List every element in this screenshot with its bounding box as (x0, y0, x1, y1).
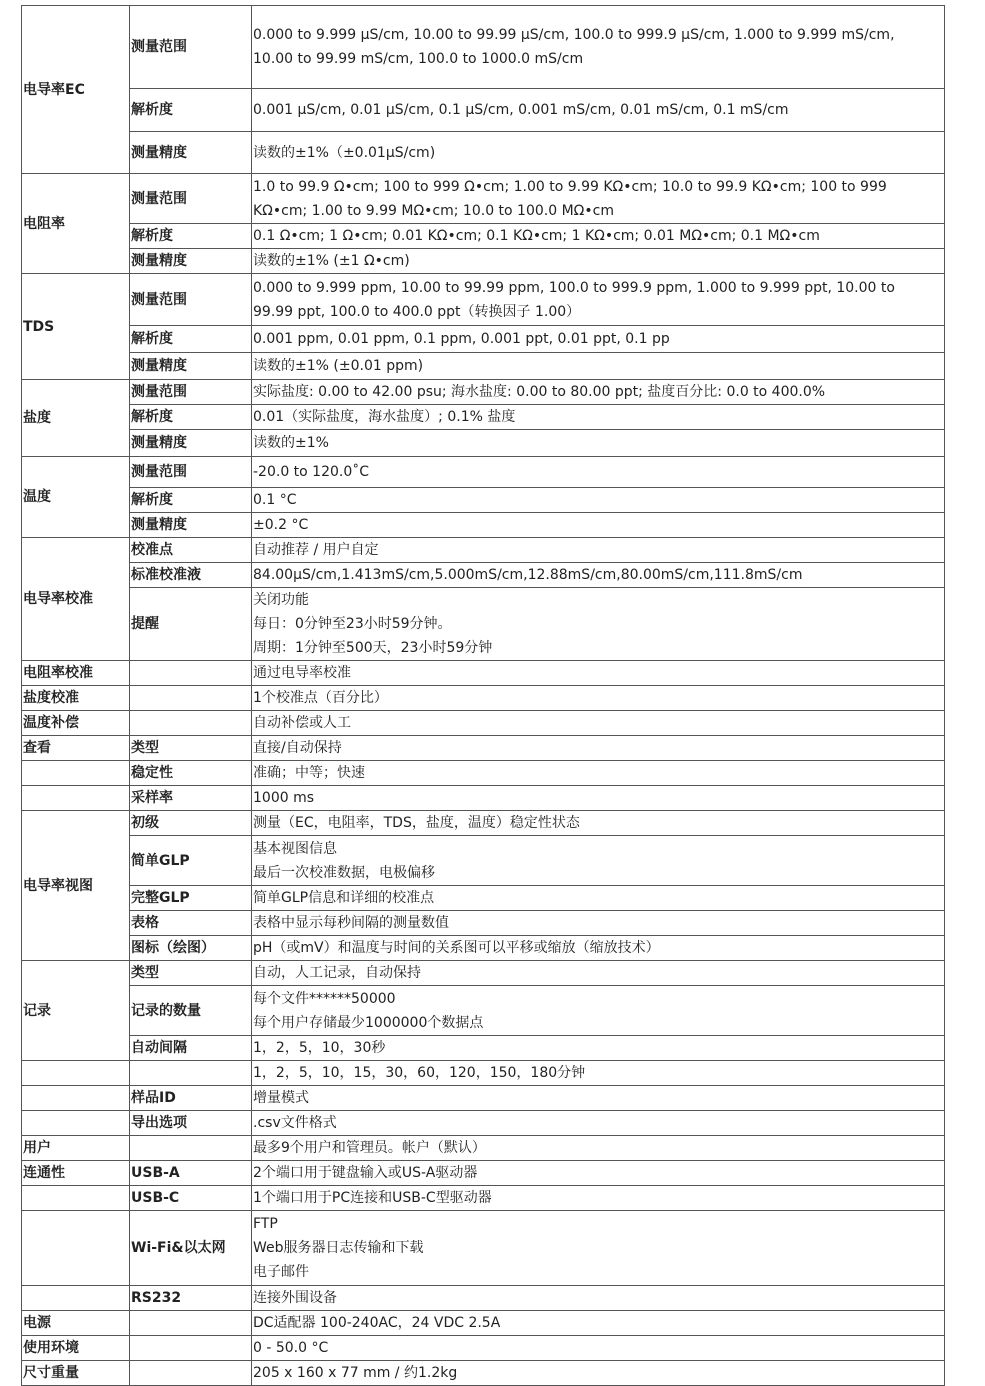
value-line: 10.00 to 99.99 mS/cm, 100.0 to 1000.0 mS/cm (253, 51, 584, 67)
row-value (252, 174, 945, 224)
row-group-label: 电导率校准 (22, 538, 130, 661)
table-row (22, 224, 945, 249)
row-field-label: 采样率 (130, 786, 252, 811)
row-value (252, 563, 945, 588)
row-field-label (130, 686, 252, 711)
row-group-label: 用户 (22, 1136, 130, 1161)
row-group-label (22, 1111, 130, 1136)
value-line: 通过电导率校准 (253, 665, 351, 681)
row-group-label: 电源 (22, 1311, 130, 1336)
table-row (22, 1211, 945, 1286)
value-line: 直接/自动保持 (253, 740, 342, 756)
row-field-label: RS232 (130, 1286, 252, 1311)
row-field-label: 标准校准液 (130, 563, 252, 588)
row-field-label: 测量范围 (130, 274, 252, 326)
value-line: 0.1 °C (253, 492, 297, 508)
row-value (252, 1211, 945, 1286)
row-field-label: 提醒 (130, 588, 252, 661)
row-group-label: 记录 (22, 961, 130, 1061)
row-field-label: 测量范围 (130, 174, 252, 224)
value-line: 最后一次校准数据，电极偏移 (253, 864, 435, 881)
row-value (252, 249, 945, 274)
row-value (252, 1161, 945, 1186)
value-line: 2个端口用于键盘输入或US-A驱动器 (253, 1165, 478, 1181)
value-line: 表格中显示每秒间隔的测量数值 (253, 915, 449, 931)
table-row (22, 89, 945, 132)
row-field-label: 测量范围 (130, 457, 252, 488)
row-value (252, 686, 945, 711)
value-line: 基本视图信息 (253, 840, 337, 857)
row-group-label (22, 1286, 130, 1311)
row-value (252, 538, 945, 563)
row-field-label: 解析度 (130, 326, 252, 353)
row-value (252, 457, 945, 488)
table-row (22, 563, 945, 588)
row-value (252, 936, 945, 961)
value-line: .csv文件格式 (253, 1115, 337, 1131)
row-group-label: 电导率视图 (22, 811, 130, 961)
row-group-label: 电阻率 (22, 174, 130, 274)
table-row (22, 132, 945, 174)
row-field-label (130, 1311, 252, 1336)
value-line: 每个用户存储最少1000000个数据点 (253, 1014, 484, 1031)
table-row (22, 326, 945, 353)
table-row (22, 174, 945, 224)
row-group-label (22, 786, 130, 811)
table-row (22, 353, 945, 380)
value-line: 0.1 Ω•cm; 1 Ω•cm; 0.01 KΩ•cm; 0.1 KΩ•cm; 1 KΩ•cm; 0.01 MΩ•cm; 0.1 MΩ•cm (253, 228, 820, 244)
value-line: 1个端口用于PC连接和USB-C型驱动器 (253, 1190, 492, 1206)
value-line: 自动，人工记录，自动保持 (253, 965, 421, 981)
row-field-label (130, 661, 252, 686)
row-value (252, 326, 945, 353)
row-value (252, 836, 945, 886)
row-group-label: 使用环境 (22, 1336, 130, 1361)
value-line: 读数的±1% (±1 Ω•cm) (253, 253, 410, 269)
row-field-label: 初级 (130, 811, 252, 836)
row-value (252, 911, 945, 936)
row-field-label: 测量范围 (130, 6, 252, 89)
table-row (22, 274, 945, 326)
table-row (22, 936, 945, 961)
value-line: 周期：1分钟至500天，23小时59分钟 (253, 640, 493, 656)
table-row (22, 1336, 945, 1361)
row-group-label: 温度补偿 (22, 711, 130, 736)
table-row (22, 786, 945, 811)
table-row (22, 736, 945, 761)
table-row (22, 686, 945, 711)
row-value (252, 886, 945, 911)
row-field-label: 测量精度 (130, 249, 252, 274)
row-group-label: 连通性 (22, 1161, 130, 1186)
row-group-label: 电阻率校准 (22, 661, 130, 686)
row-group-label: 盐度校准 (22, 686, 130, 711)
row-field-label: Wi-Fi&以太网 (130, 1211, 252, 1286)
row-field-label: 样品ID (130, 1086, 252, 1111)
row-field-label: 校准点 (130, 538, 252, 563)
table-row (22, 538, 945, 563)
table-row (22, 1361, 945, 1386)
table-row (22, 380, 945, 405)
row-value (252, 1036, 945, 1061)
value-line: 每个文件******50000 (253, 990, 396, 1007)
row-group-label (22, 1086, 130, 1111)
row-value (252, 1336, 945, 1361)
value-line: 0.01（实际盐度，海水盐度）; 0.1% 盐度 (253, 409, 516, 425)
row-value (252, 224, 945, 249)
value-line: KΩ•cm; 1.00 to 9.99 MΩ•cm; 10.0 to 100.0 MΩ•cm (253, 202, 614, 219)
row-value (252, 132, 945, 174)
value-line: 0 - 50.0 °C (253, 1340, 329, 1356)
table-row (22, 836, 945, 886)
table-row (22, 457, 945, 488)
value-line: 0.001 μS/cm, 0.01 μS/cm, 0.1 μS/cm, 0.001 mS/cm, 0.01 mS/cm, 0.1 mS/cm (253, 102, 789, 118)
row-field-label: 完整GLP (130, 886, 252, 911)
value-line: 读数的±1% (253, 435, 329, 451)
row-group-label (22, 1211, 130, 1286)
value-line: 1000 ms (253, 790, 315, 806)
row-group-label: 查看 (22, 736, 130, 761)
row-value (252, 1111, 945, 1136)
row-field-label: 表格 (130, 911, 252, 936)
value-line: 0.001 ppm, 0.01 ppm, 0.1 ppm, 0.001 ppt, 0.01 ppt, 0.1 pp (253, 331, 670, 347)
row-value (252, 1311, 945, 1336)
value-line: -20.0 to 120.0˚C (253, 464, 370, 480)
row-field-label: 记录的数量 (130, 986, 252, 1036)
value-line: 简单GLP信息和详细的校准点 (253, 890, 435, 906)
row-field-label: 图标（绘图） (130, 936, 252, 961)
value-line: pH（或mV）和温度与时间的关系图可以平移或缩放（缩放技术） (253, 940, 660, 956)
table-row (22, 405, 945, 430)
value-line: 99.99 ppt, 100.0 to 400.0 ppt（转换因子 1.00） (253, 303, 581, 320)
row-value (252, 513, 945, 538)
row-value (252, 986, 945, 1036)
table-row (22, 1136, 945, 1161)
table-row (22, 588, 945, 661)
table-row (22, 886, 945, 911)
table-row (22, 986, 945, 1036)
value-line: 1，2，5，10，30秒 (253, 1040, 386, 1056)
row-value (252, 380, 945, 405)
row-field-label: 简单GLP (130, 836, 252, 886)
value-line: 1个校准点（百分比） (253, 690, 388, 706)
row-field-label: USB-C (130, 1186, 252, 1211)
row-group-label (22, 1186, 130, 1211)
table-row (22, 1161, 945, 1186)
value-line: 读数的±1% (±0.01 ppm) (253, 358, 424, 374)
row-field-label: 类型 (130, 736, 252, 761)
row-value (252, 711, 945, 736)
row-value (252, 1286, 945, 1311)
row-field-label: 稳定性 (130, 761, 252, 786)
table-row (22, 1061, 945, 1086)
row-group-label: 电导率EC (22, 6, 130, 174)
value-line: 最多9个用户和管理员。帐户（默认） (253, 1140, 486, 1156)
value-line: 关闭功能 (253, 592, 309, 608)
value-line: ±0.2 °C (253, 517, 309, 533)
row-field-label (130, 1136, 252, 1161)
row-value (252, 1136, 945, 1161)
row-field-label: 测量精度 (130, 430, 252, 457)
value-line: 准确；中等；快速 (253, 765, 365, 781)
spec-table (21, 5, 945, 1386)
table-row (22, 961, 945, 986)
row-value (252, 274, 945, 326)
table-row (22, 488, 945, 513)
row-field-label (130, 1336, 252, 1361)
row-group-label: 尺寸重量 (22, 1361, 130, 1386)
row-value (252, 761, 945, 786)
row-field-label: 测量范围 (130, 380, 252, 405)
row-field-label: 解析度 (130, 224, 252, 249)
row-field-label: 解析度 (130, 89, 252, 132)
row-value (252, 661, 945, 686)
row-value (252, 961, 945, 986)
row-value (252, 1186, 945, 1211)
table-row (22, 6, 945, 89)
row-field-label: 测量精度 (130, 132, 252, 174)
table-row (22, 911, 945, 936)
table-row (22, 711, 945, 736)
value-line: FTP (253, 1216, 278, 1232)
row-group-label: 温度 (22, 457, 130, 538)
row-group-label: 盐度 (22, 380, 130, 457)
value-line: 增量模式 (253, 1090, 309, 1106)
row-value (252, 405, 945, 430)
row-field-label: 测量精度 (130, 353, 252, 380)
row-field-label (130, 711, 252, 736)
value-line: 0.000 to 9.999 ppm, 10.00 to 99.99 ppm, 100.0 to 999.9 ppm, 1.000 to 9.999 ppt, 10.00 to (253, 279, 895, 296)
row-value (252, 488, 945, 513)
row-value (252, 811, 945, 836)
row-group-label: TDS (22, 274, 130, 380)
table-row (22, 761, 945, 786)
value-line: 每日：0分钟至23小时59分钟。 (253, 616, 452, 632)
row-field-label: 解析度 (130, 488, 252, 513)
value-line: 连接外围设备 (253, 1290, 337, 1306)
row-field-label: USB-A (130, 1161, 252, 1186)
value-line: 1，2，5，10，15，30，60，120，150，180分钟 (253, 1065, 586, 1081)
row-field-label (130, 1361, 252, 1386)
table-row (22, 513, 945, 538)
row-value (252, 588, 945, 661)
table-row (22, 661, 945, 686)
table-row (22, 430, 945, 457)
row-value (252, 1361, 945, 1386)
value-line: 实际盐度: 0.00 to 42.00 psu; 海水盐度: 0.00 to 80.00 ppt; 盐度百分比: 0.0 to 400.0% (253, 384, 826, 400)
row-value (252, 353, 945, 380)
table-row (22, 1311, 945, 1336)
row-field-label: 导出选项 (130, 1111, 252, 1136)
value-line: 读数的±1%（±0.01μS/cm) (253, 144, 436, 161)
row-field-label: 自动间隔 (130, 1036, 252, 1061)
value-line: DC适配器 100-240AC，24 VDC 2.5A (253, 1315, 501, 1331)
row-value (252, 430, 945, 457)
value-line: 205 x 160 x 77 mm / 约1.2kg (253, 1365, 458, 1381)
table-row (22, 811, 945, 836)
value-line: 自动补偿或人工 (253, 715, 351, 731)
row-value (252, 1061, 945, 1086)
row-group-label (22, 1061, 130, 1086)
table-row (22, 1111, 945, 1136)
value-line: 0.000 to 9.999 μS/cm, 10.00 to 99.99 μS/cm, 100.0 to 999.9 μS/cm, 1.000 to 9.999 mS/cm, (253, 27, 895, 43)
value-line: 1.0 to 99.9 Ω•cm; 100 to 999 Ω•cm; 1.00 to 9.99 KΩ•cm; 10.0 to 99.9 KΩ•cm; 100 to 999 (253, 178, 887, 195)
row-group-label (22, 761, 130, 786)
table-row (22, 1186, 945, 1211)
value-line: Web服务器日志传输和下载 (253, 1240, 424, 1256)
row-value (252, 89, 945, 132)
row-field-label: 类型 (130, 961, 252, 986)
row-field-label: 测量精度 (130, 513, 252, 538)
row-value (252, 736, 945, 761)
row-field-label (130, 1061, 252, 1086)
value-line: 测量（EC，电阻率，TDS，盐度，温度）稳定性状态 (253, 815, 580, 831)
value-line: 电子邮件 (253, 1264, 309, 1280)
row-value (252, 6, 945, 89)
row-field-label: 解析度 (130, 405, 252, 430)
row-value (252, 1086, 945, 1111)
value-line: 84.00μS/cm,1.413mS/cm,5.000mS/cm,12.88mS/cm,80.00mS/cm,111.8mS/cm (253, 567, 803, 583)
table-row (22, 1086, 945, 1111)
value-line: 自动推荐 / 用户自定 (253, 542, 379, 558)
table-row (22, 1036, 945, 1061)
table-row (22, 1286, 945, 1311)
table-row (22, 249, 945, 274)
row-value (252, 786, 945, 811)
